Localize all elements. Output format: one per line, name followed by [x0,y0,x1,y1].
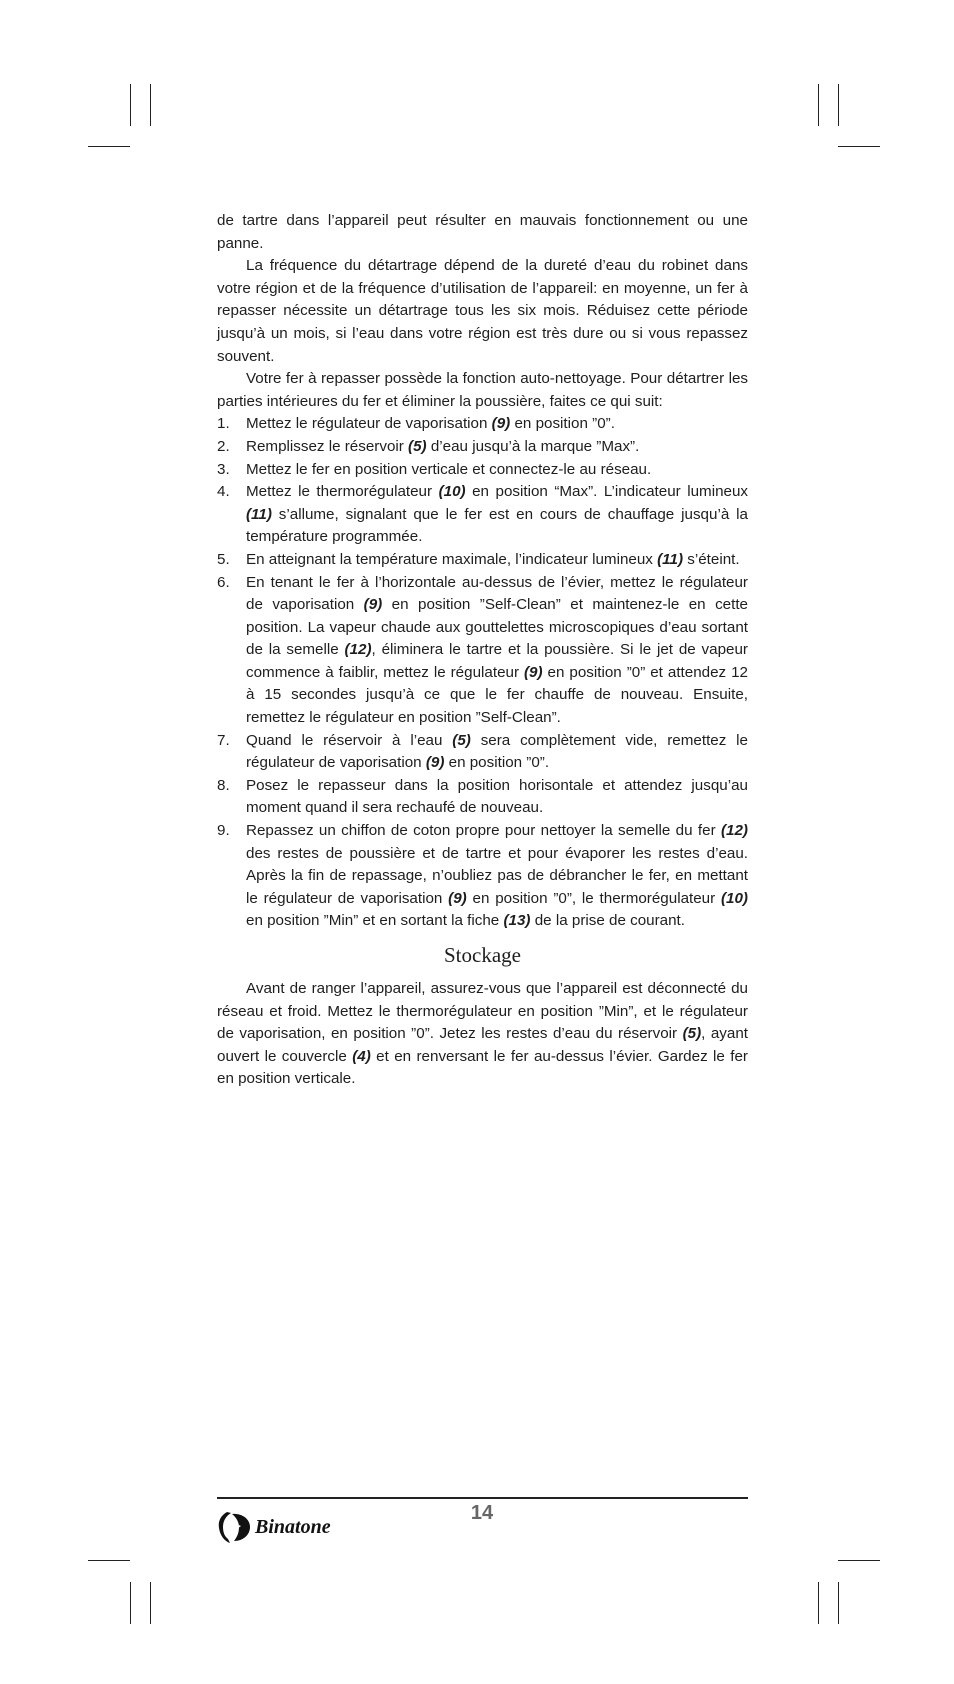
list-number: 8. [217,776,230,794]
crop-mark [150,84,151,126]
text-run: Mettez le régulateur de vaporisation [246,415,492,433]
crop-mark [130,1582,131,1624]
footer-rule [217,1497,748,1499]
text-run: des restes de poussière et de tartre et pour évaporer les restes d’eau. Après la fin de repassage, n’oubliez pas de débrancher le fer, en mettant le régulateur de vaporisation [246,844,748,907]
crop-mark [88,146,130,147]
list-item [217,775,748,820]
text-run: , éliminera le tartre et la poussière. Si le jet de vapeur commence à faiblir, mettez le régulateur [246,641,748,681]
list-item [217,459,748,482]
list-item [217,820,748,933]
part-reference: (5) [682,1025,702,1043]
part-reference: (12) [720,822,748,840]
list-item [217,481,748,549]
list-item [217,549,748,572]
text-run: Quand le réservoir à l’eau [246,731,453,749]
text-run: En tenant le fer à l’horizontale au-dessus de l’évier, mettez le régulateur de vaporisation [246,573,748,614]
text-run: d’eau jusqu’à la marque ”Max”. [426,437,640,455]
crop-mark [838,1582,839,1624]
text-run: Mettez le fer en position verticale et connectez-le au réseau. [246,460,652,478]
crop-mark [130,84,131,126]
crop-mark [838,146,880,147]
text-run: Repassez un chiffon de coton propre pour nettoyer la semelle du fer [246,822,721,840]
text-run: en position ”0” et attendez 12 à 15 secondes jusqu’à ce que le fer chauffe de nouveau. Ensuite, remettez le régulateur en position ”Self-Clean”. [246,663,748,727]
self-clean-paragraph: Votre fer à repasser possède la fonction auto-nettoyage. Pour détartrer les parties intérieures du fer et éliminer la poussière, faites ce qui suit: [217,370,748,410]
intro-paragraph: de tartre dans l’appareil peut résulter en mauvais fonctionnement ou une panne. [217,212,748,252]
crop-mark [150,1582,151,1624]
text-run: , ayant ouvert le couvercle [217,1025,748,1065]
list-number: 9. [217,822,230,840]
part-reference: (9) [363,596,383,614]
part-reference: (9) [425,754,445,772]
part-reference: (9) [524,663,543,681]
list-number: 6. [217,573,230,591]
text-run: de la prise de courant. [530,912,686,930]
crop-mark [88,1560,130,1561]
list-number: 4. [217,483,230,501]
text-run: Mettez le thermorégulateur [246,483,439,501]
steps-list [217,413,748,933]
text-run: s’éteint. [683,550,740,568]
text-run: Avant de ranger l’appareil, assurez-vous que l’appareil est déconnecté du réseau et froid. Mettez le thermorégulateur en position ”Min”, et le régulateur de vaporisation, en position ”0”. Jetez les restes d’eau du réservoir [217,980,748,1043]
frequency-paragraph: La fréquence du détartrage dépend de la dureté d’eau du robinet dans votre région et de la fréquence d’utilisation de l’appareil: en moyenne, un fer à repasser nécessite un détartrage tous les six mois. Réduisez cette période jusqu’à un mois, si l’eau dans votre région est très dure ou si vous repassez souvent. [217,257,748,365]
text-run: sera complètement vide, remettez le régulateur de vaporisation [246,731,748,772]
list-number: 2. [217,437,230,455]
text-run: en position ”Self-Clean” et maintenez-le en cette position. La vapeur chaude aux gouttelettes microscopiques d’eau sortant de la semelle [246,596,748,659]
list-item [217,572,748,730]
page-number: 14 [470,1502,494,1524]
list-number: 1. [217,415,230,433]
brand-mark-icon [217,1510,253,1544]
part-reference: (4) [352,1047,371,1065]
part-reference: (11) [657,550,684,568]
list-item [217,413,748,436]
text-run: Remplissez le réservoir [246,437,409,455]
crop-mark [818,1582,819,1624]
list-item [217,436,748,459]
text-run: en position “Max”. L’indicateur lumineux [465,483,748,501]
part-reference: (11) [246,505,272,523]
text-run: En atteignant la température maximale, l’indicateur lumineux [246,550,658,568]
text-run: en position ”Min” et en sortant la fiche [246,912,504,930]
list-number: 5. [217,550,230,568]
text-run: et en renversant le fer au-dessus l’évier. Gardez le fer en position verticale. [217,1047,748,1088]
list-number: 3. [217,460,230,478]
part-reference: (10) [720,889,748,907]
brand-logo [217,1510,357,1544]
crop-mark [838,84,839,126]
text-run: en position ”0”, le thermorégulateur [466,889,721,907]
part-reference: (12) [344,641,372,659]
part-reference: (5) [452,731,471,749]
text-run: en position ”0”. [444,754,550,772]
part-reference: (5) [408,437,427,455]
part-reference: (13) [503,912,531,930]
text-run: en position ”0”. [510,415,615,433]
list-item [217,730,748,775]
list-number: 7. [217,731,230,749]
page-content [217,210,748,1091]
text-run: s’allume, signalant que le fer est en cours de chauffage jusqu’à la température programmée. [246,505,748,546]
part-reference: (9) [448,889,467,907]
brand-name: Binatone [255,1516,331,1538]
storage-paragraph [217,978,748,1091]
section-title: Stockage [444,943,521,967]
crop-mark [838,1560,880,1561]
crop-mark [818,84,819,126]
part-reference: (10) [438,483,466,501]
part-reference: (9) [491,415,511,433]
text-run: Posez le repasseur dans la position horisontale et attendez jusqu’au moment quand il sera rechaufé de nouveau. [246,776,748,817]
